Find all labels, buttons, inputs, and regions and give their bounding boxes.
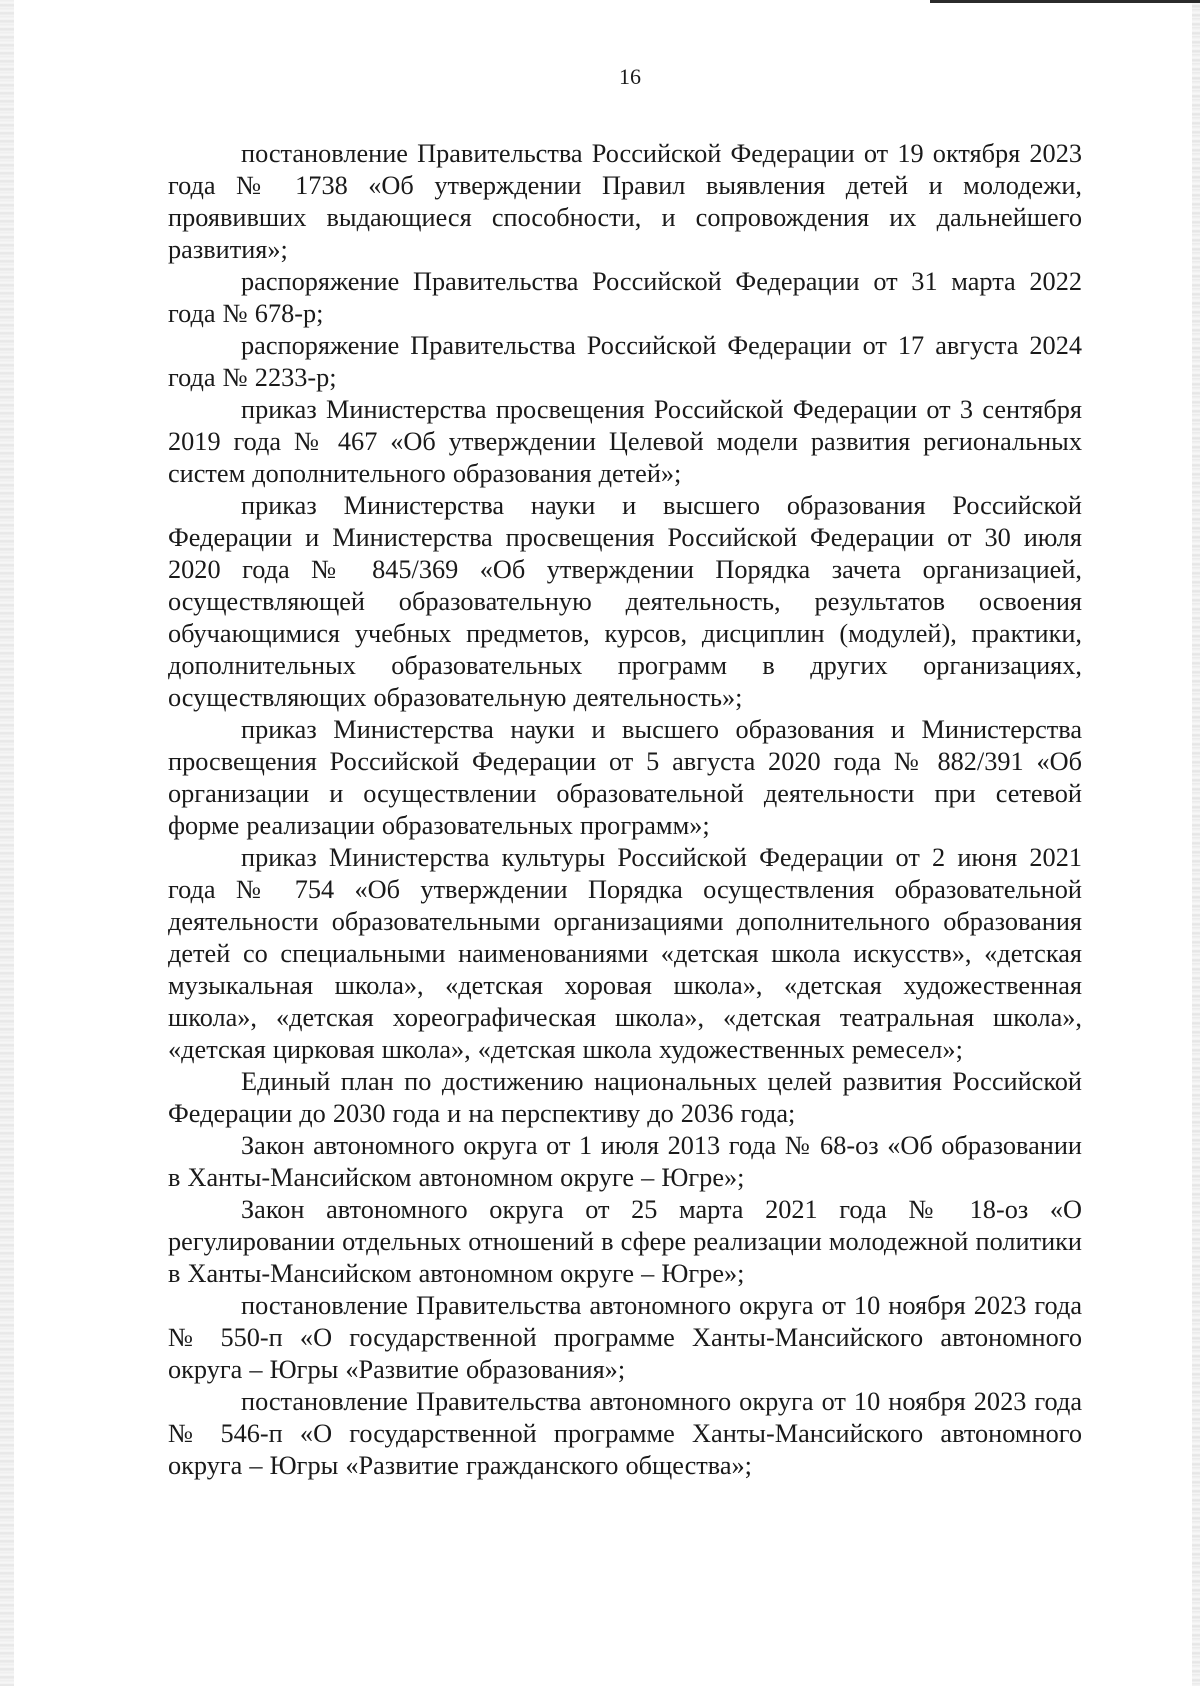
paragraph: Закон автономного округа от 25 марта 2021 года № 18-оз «О регулировании отдельных отношений в сфере реализации молодежной политики в Ханты-Мансийском автономном округе – Югре»; bbox=[168, 1195, 1082, 1288]
scan-top-line bbox=[930, 0, 1200, 3]
paragraph: постановление Правительства автономного округа от 10 ноября 2023 года № 546-п «О государственной программе Ханты-Мансийского автономного округа – Югры «Развитие гражданского общества»; bbox=[168, 1387, 1082, 1480]
paragraph: приказ Министерства науки и высшего образования Российской Федерации и Министерства просвещения Российской Федерации от 30 июля 2020 года № 845/369 «Об утверждении Порядка зачета организацией, осуществляющей образовательную деятельность, результатов освоения обучающимися учебных предметов, курсов, дисциплин (модулей), практики, дополнительных образовательных программ в других организациях, осуществляющих образовательную деятельность»; bbox=[168, 491, 1082, 712]
paragraph: приказ Министерства просвещения Российской Федерации от 3 сентября 2019 года № 467 «Об утверждении Целевой модели развития региональных систем дополнительного образования детей»; bbox=[168, 395, 1082, 488]
paragraph: распоряжение Правительства Российской Федерации от 31 марта 2022 года № 678-р; bbox=[168, 267, 1082, 328]
scan-edge-right bbox=[1192, 0, 1200, 1686]
paragraph: постановление Правительства автономного округа от 10 ноября 2023 года № 550-п «О государственной программе Ханты-Мансийского автономного округа – Югры «Развитие образования»; bbox=[168, 1291, 1082, 1384]
paragraph: постановление Правительства Российской Федерации от 19 октября 2023 года № 1738 «Об утверждении Правил выявления детей и молодежи, проявивших выдающиеся способности, и сопровождения их дальнейшего развития»; bbox=[168, 139, 1082, 264]
paragraph: распоряжение Правительства Российской Федерации от 17 августа 2024 года № 2233-р; bbox=[168, 331, 1082, 392]
page-number: 16 bbox=[619, 64, 641, 89]
scan-edge-left bbox=[0, 0, 14, 1686]
paragraph: приказ Министерства культуры Российской Федерации от 2 июня 2021 года № 754 «Об утверждении Порядка осуществления образовательной деятельности образовательными организациями дополнительного образования детей со специальными наименованиями «детская школа искусств», «детская музыкальная школа», «детская хоровая школа», «детская художественная школа», «детская хореографическая школа», «детская театральная школа», «детская цирковая школа», «детская школа художественных ремесел»; bbox=[168, 843, 1082, 1064]
paragraph: Единый план по достижению национальных целей развития Российской Федерации до 2030 года и на перспективу до 2036 года; bbox=[168, 1067, 1082, 1128]
paragraph: приказ Министерства науки и высшего образования и Министерства просвещения Российской Федерации от 5 августа 2020 года № 882/391 «Об организации и осуществлении образовательной деятельности при сетевой форме реализации образовательных программ»; bbox=[168, 715, 1082, 840]
document-body bbox=[168, 138, 1082, 1482]
paragraph: Закон автономного округа от 1 июля 2013 года № 68-оз «Об образовании в Ханты-Мансийском автономном округе – Югре»; bbox=[168, 1131, 1082, 1192]
